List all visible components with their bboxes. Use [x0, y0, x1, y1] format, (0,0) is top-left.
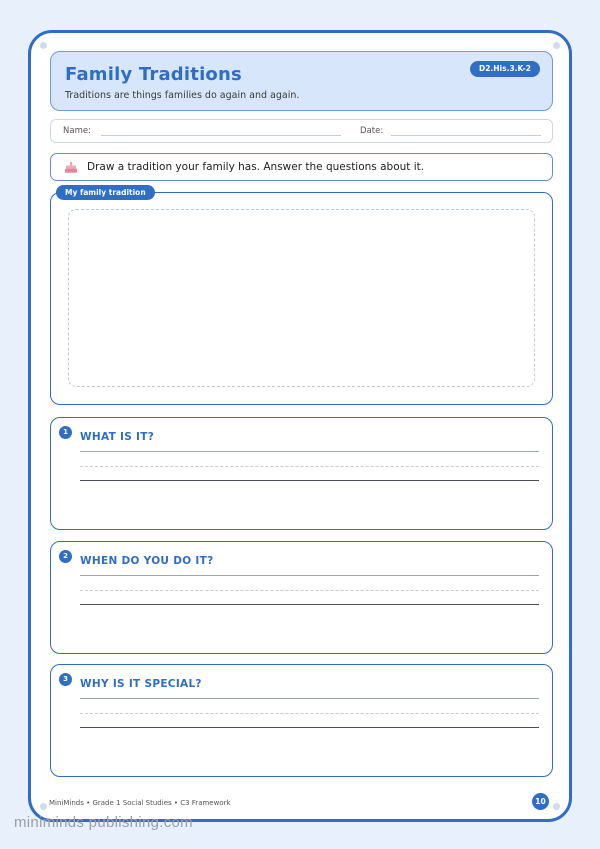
- writing-line-base[interactable]: [80, 480, 539, 481]
- date-label: Date:: [360, 126, 384, 136]
- drawing-area[interactable]: [68, 209, 535, 387]
- page-number-badge: 10: [532, 793, 549, 810]
- question-number-badge: 3: [59, 673, 72, 686]
- corner-dot: [553, 803, 560, 810]
- writing-line-mid: [80, 466, 539, 467]
- writing-line-top[interactable]: [80, 698, 539, 699]
- corner-dot: [553, 42, 560, 49]
- worksheet-page: [28, 30, 572, 822]
- writing-line-top[interactable]: [80, 575, 539, 576]
- page-title: Family Traditions: [65, 64, 242, 85]
- date-field[interactable]: [391, 135, 541, 136]
- writing-line-mid: [80, 590, 539, 591]
- instruction-box: [50, 153, 553, 181]
- drawing-panel-tag: My family tradition: [56, 185, 155, 200]
- question-panel-3: [50, 664, 553, 777]
- name-field[interactable]: [101, 135, 341, 136]
- writing-line-top[interactable]: [80, 451, 539, 452]
- drawing-panel: [50, 192, 553, 405]
- cake-icon: [65, 162, 77, 173]
- writing-line-base[interactable]: [80, 727, 539, 728]
- title-header: [50, 51, 553, 111]
- writing-line-base[interactable]: [80, 604, 539, 605]
- watermark: miniminds publishing.com: [14, 814, 193, 831]
- question-number-badge: 2: [59, 550, 72, 563]
- question-number-badge: 1: [59, 426, 72, 439]
- instruction-text: Draw a tradition your family has. Answer the questions about it.: [87, 161, 425, 173]
- question-title: WHEN DO YOU DO IT?: [80, 555, 214, 567]
- footer-text: MiniMinds • Grade 1 Social Studies • C3 Framework: [49, 799, 231, 807]
- question-title: WHY IS IT SPECIAL?: [80, 678, 202, 690]
- question-title: WHAT IS IT?: [80, 431, 155, 443]
- name-label: Name:: [63, 126, 91, 136]
- page-subtitle: Traditions are things families do again and again.: [65, 90, 300, 101]
- corner-dot: [40, 803, 47, 810]
- question-panel-1: [50, 417, 553, 530]
- question-panel-2: [50, 541, 553, 654]
- standard-code-badge: D2.His.3.K-2: [470, 61, 540, 77]
- name-date-bar: [50, 119, 553, 143]
- writing-line-mid: [80, 713, 539, 714]
- corner-dot: [40, 42, 47, 49]
